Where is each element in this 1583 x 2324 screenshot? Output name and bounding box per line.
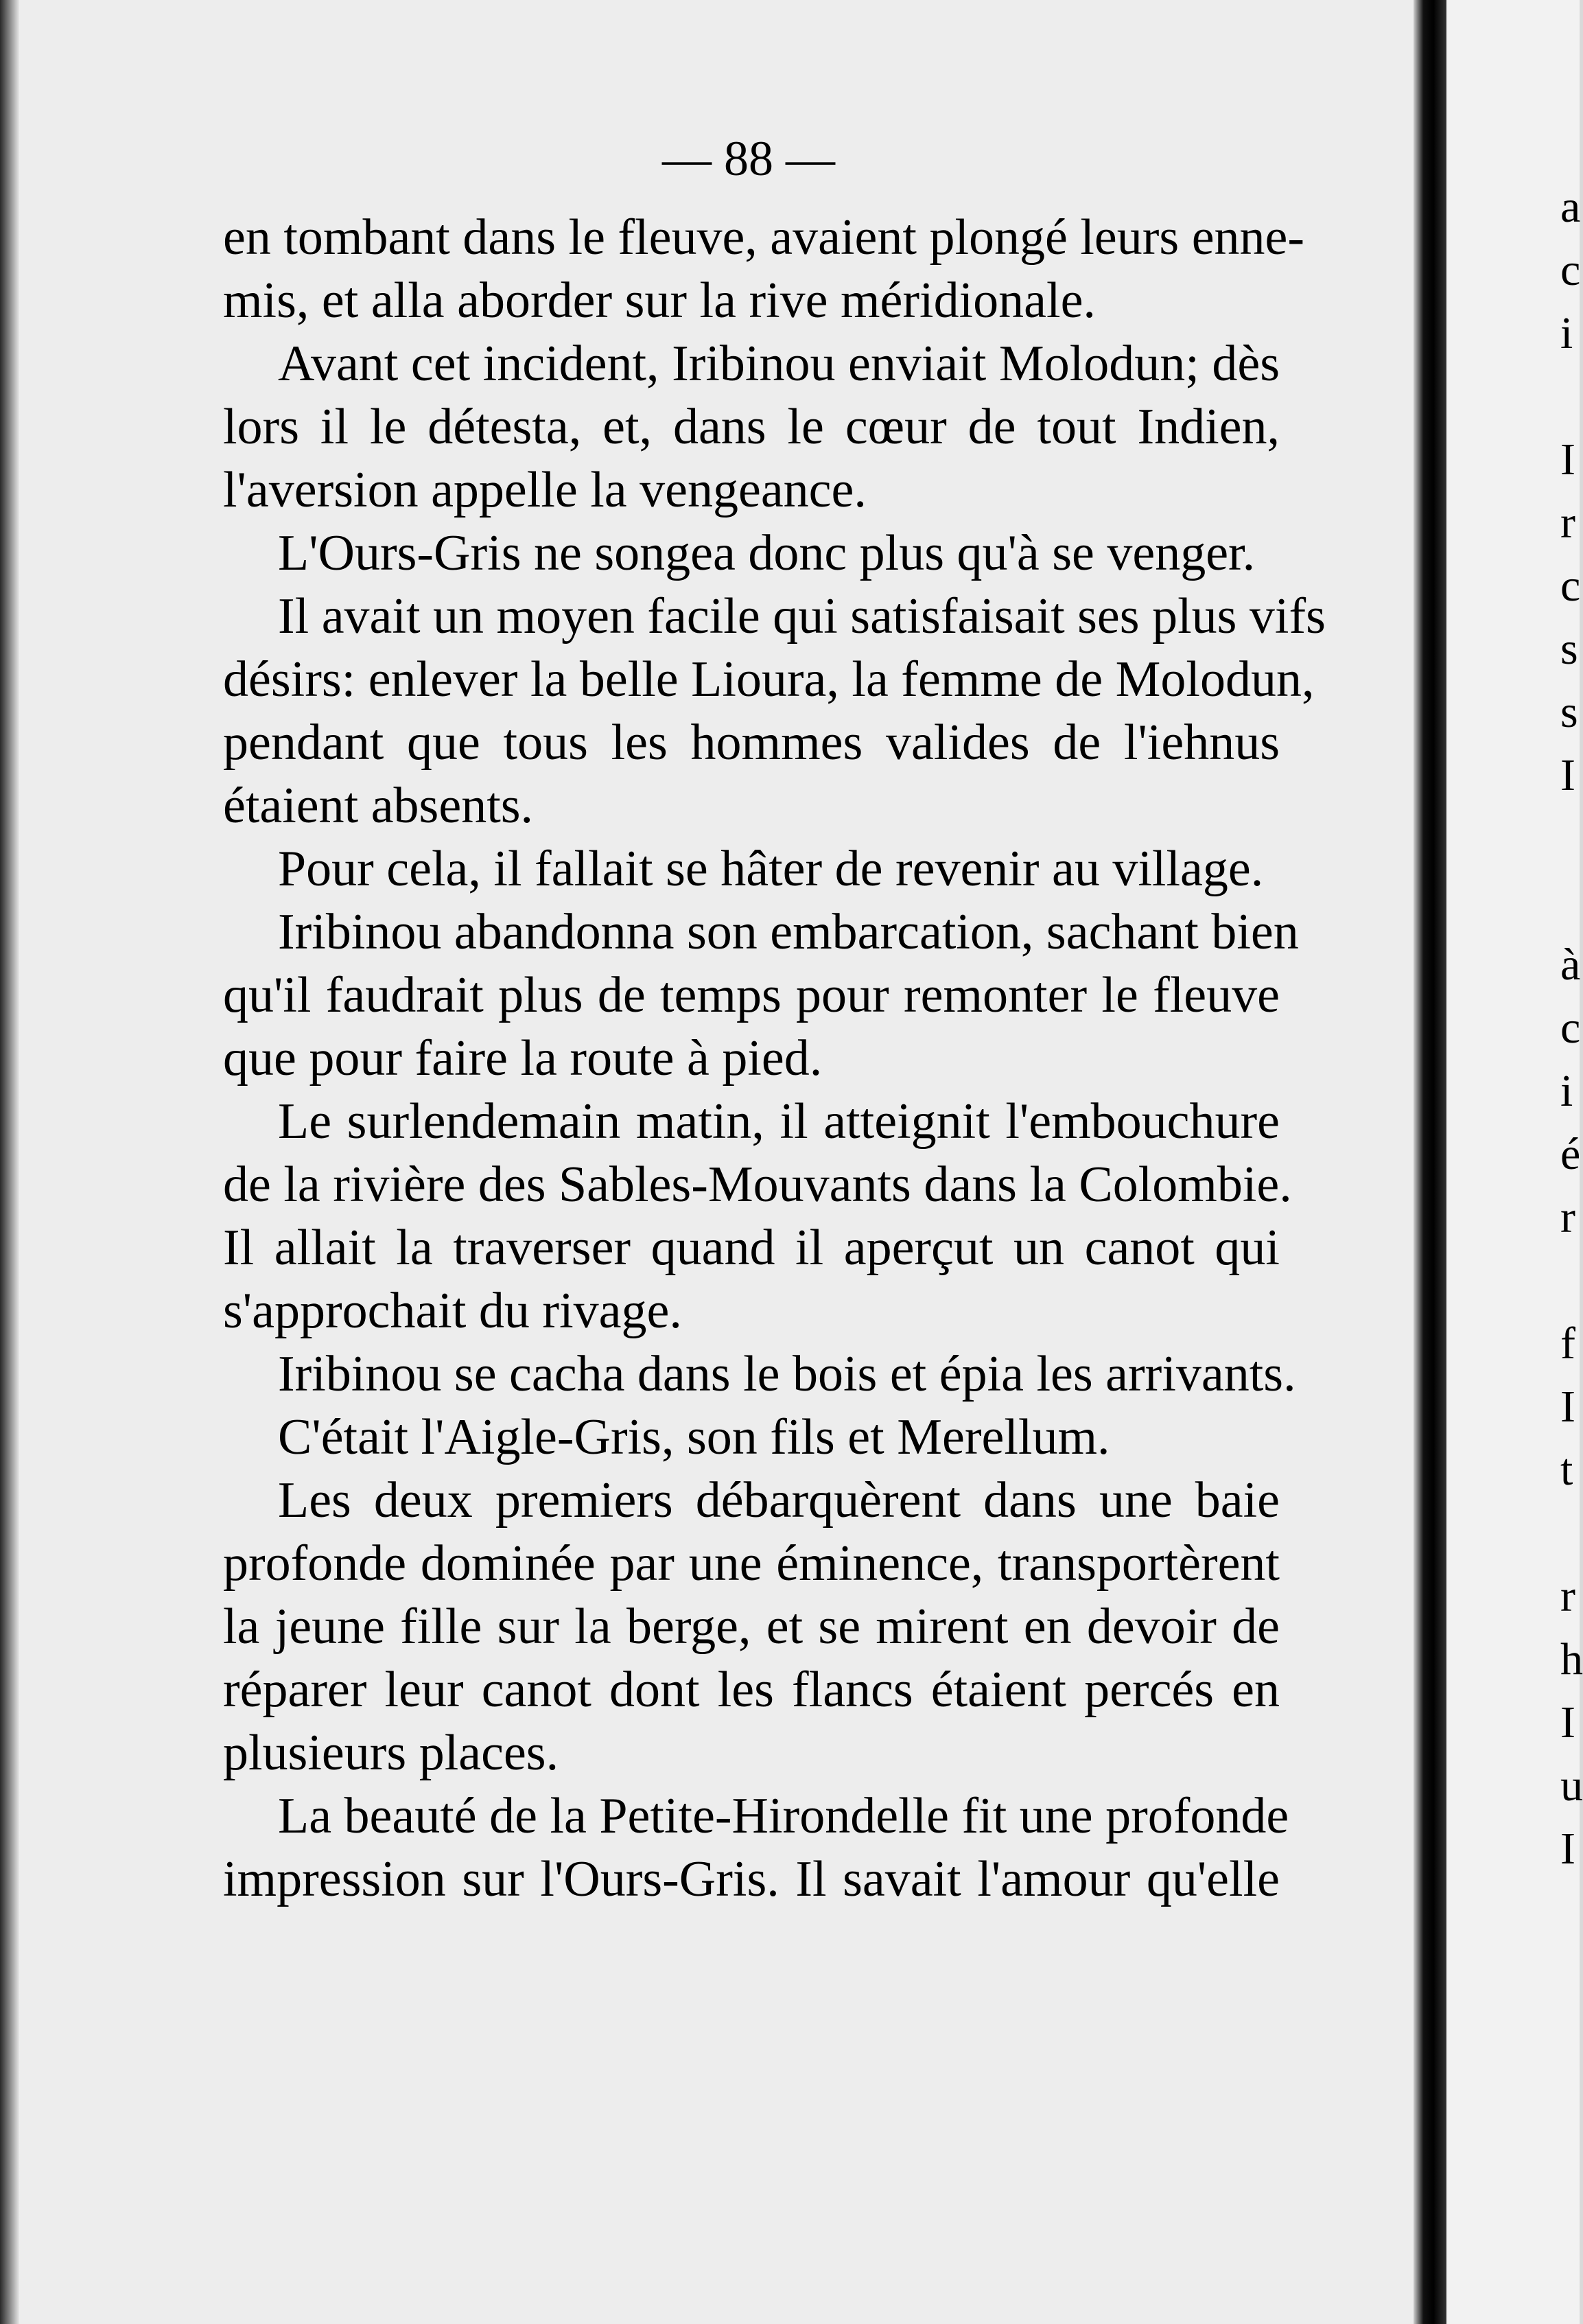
text-line: Iribinou abandonna son embarcation, sachant bien (278, 904, 1299, 960)
text-line: lors il le détesta, et, dans le cœur de tout Indien, (223, 399, 1280, 455)
text-line: La beauté de la Petite-Hirondelle fit une profonde (278, 1788, 1289, 1844)
facing-page-letter: s (1560, 624, 1578, 674)
text-line: s'approchait du rivage. (223, 1283, 682, 1339)
text-line: Il allait la traverser quand il aperçut un canot qui (223, 1220, 1280, 1276)
text-line: Il avait un moyen facile qui satisfaisait ses plus vifs (278, 588, 1326, 644)
page-number: — 88 — (662, 131, 835, 186)
facing-page-letter: I (1560, 1824, 1575, 1874)
text-line: la jeune fille sur la berge, et se mirent en devoir de (223, 1599, 1280, 1655)
text-line: étaient absents. (223, 778, 534, 834)
facing-page-letter: c (1560, 1003, 1581, 1053)
text-line: Les deux premiers débarquèrent dans une baie (278, 1472, 1280, 1529)
facing-page-letter: I (1560, 434, 1575, 485)
facing-page-letter: h (1560, 1634, 1583, 1684)
text-line: impression sur l'Ours-Gris. Il savait l'amour qu'elle (223, 1851, 1280, 1907)
text-line: l'aversion appelle la vengeance. (223, 462, 867, 518)
page-edge-shadow (0, 0, 19, 2324)
text-line: Le surlendemain matin, il atteignit l'embouchure (278, 1093, 1280, 1150)
facing-page-letter: i (1560, 308, 1573, 358)
text-line: C'était l'Aigle-Gris, son fils et Merellum. (278, 1409, 1110, 1465)
facing-page-letter: a (1560, 182, 1581, 232)
text-line: profonde dominée par une éminence, transportèrent (223, 1535, 1280, 1592)
book-gutter (1414, 0, 1446, 2324)
text-line: mis, et alla aborder sur la rive méridionale. (223, 272, 1096, 329)
text-line: qu'il faudrait plus de temps pour remonter le fleuve (223, 967, 1280, 1023)
facing-page-letter: I (1560, 750, 1575, 800)
text-line: en tombant dans le fleuve, avaient plongé leurs enne- (223, 209, 1305, 266)
facing-page-letter: r (1560, 1571, 1575, 1621)
text-line: que pour faire la route à pied. (223, 1030, 823, 1087)
text-line: plusieurs places. (223, 1725, 559, 1781)
facing-page-letter: r (1560, 1192, 1575, 1242)
text-line: pendant que tous les hommes valides de l'iehnus (223, 714, 1280, 771)
facing-page-letter: s (1560, 687, 1578, 737)
facing-page-letter: I (1560, 1382, 1575, 1432)
facing-page-letter: c (1560, 561, 1581, 611)
facing-page-letter: f (1560, 1318, 1575, 1369)
text-line: L'Ours-Gris ne songea donc plus qu'à se venger. (278, 525, 1256, 581)
facing-page-letter: u (1560, 1761, 1583, 1811)
body-text (223, 206, 1326, 1911)
text-line: Avant cet incident, Iribinou enviait Molodun; dès (278, 336, 1280, 392)
text-line: désirs: enlever la belle Lioura, la femme de Molodun, (223, 651, 1315, 708)
facing-page-letter: à (1560, 940, 1581, 990)
text-line: Iribinou se cacha dans le bois et épia les arrivants. (278, 1346, 1296, 1402)
facing-page-letter: r (1560, 498, 1575, 548)
text-line: réparer leur canot dont les flancs étaient percés en (223, 1662, 1280, 1718)
text-line: de la rivière des Sables-Mouvants dans la Colombie. (223, 1157, 1292, 1213)
facing-page-letter: é (1560, 1129, 1581, 1179)
facing-page-letter: t (1560, 1445, 1573, 1495)
facing-page-letter: i (1560, 1066, 1573, 1116)
facing-page-letter: I (1560, 1697, 1575, 1747)
text-line: Pour cela, il fallait se hâter de revenir au village. (278, 841, 1264, 897)
facing-page-letter: c (1560, 245, 1581, 295)
facing-page-letter-column (1558, 0, 1583, 2324)
